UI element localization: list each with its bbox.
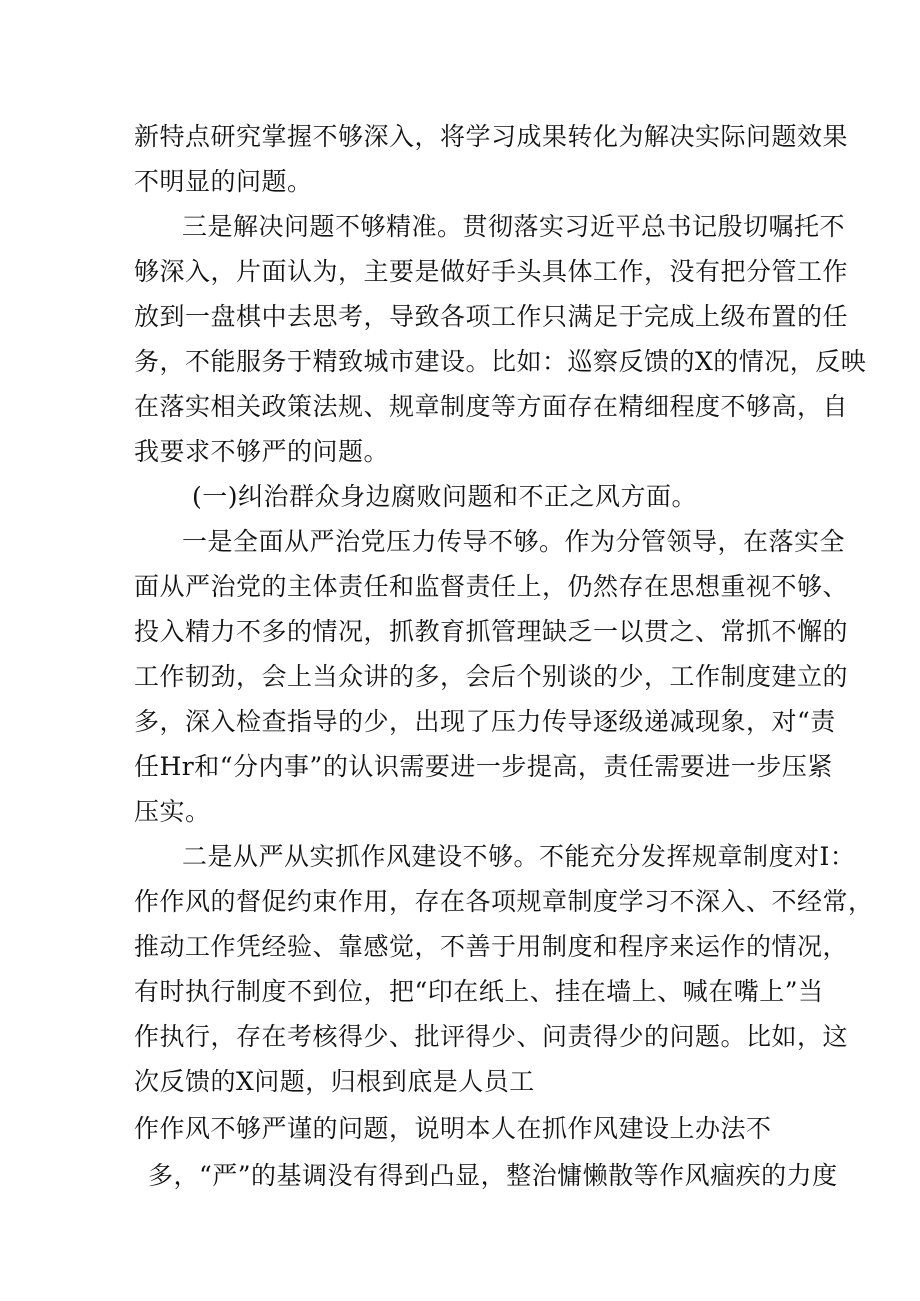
text-line: 我要求不够严的问题。 — [134, 437, 390, 466]
text-line: 工作韧劲，会上当众讲的多，会后个别谈的少，工作制度建立的 — [134, 662, 849, 691]
text-line: 作作风的督促约束作用，存在各项规章制度学习不深入、不经常， — [134, 887, 874, 916]
text-line: 一是全面从严治党压力传导不够。作为分管领导，在落实全 — [182, 527, 846, 556]
text-line: 务，不能服务于精致城市建设。比如：巡察反馈的X的情况，反映 — [134, 347, 867, 376]
text-line: 三是解决问题不够精准。贯彻落实习近平总书记殷切嘱托不 — [182, 212, 846, 241]
text-line: 不明显的问题。 — [134, 167, 313, 196]
text-line: 放到一盘棋中去思考，导致各项工作只满足于完成上级布置的任 — [134, 302, 849, 331]
text-line: 作执行，存在考核得少、批评得少、问责得少的问题。比如，这 — [134, 1022, 849, 1051]
text-line: 有时执行制度不到位，把“印在纸上、挂在墙上、喊在嘴上”当 — [134, 977, 824, 1006]
text-line: 任Hr和“分内事”的认识需要进一步提高，责任需要进一步压紧 — [134, 752, 833, 781]
text-line: 二是从严从实抓作风建设不够。不能充分发挥规章制度对I： — [182, 842, 856, 871]
text-line: 新特点研究掌握不够深入，将学习成果转化为解决实际问题效果 — [134, 122, 849, 151]
section-heading: (一)纠治群众身边腐败问题和不正之风方面。 — [192, 482, 698, 511]
text-line: 压实。 — [134, 797, 211, 826]
text-line: 多，深入检查指导的少，出现了压力传导逐级递减现象，对“责 — [134, 707, 836, 736]
text-line: 投入精力不多的情况，抓教育抓管理缺乏一以贯之、常抓不懈的 — [134, 617, 849, 646]
text-line: 够深入，片面认为，主要是做好手头具体工作，没有把分管工作 — [134, 257, 849, 286]
text-line: 次反馈的X问题，归根到底是人员工 — [134, 1067, 535, 1096]
text-line: 在落实相关政策法规、规章制度等方面存在精细程度不够高，自 — [134, 392, 849, 421]
text-line: 推动工作凭经验、靠感觉，不善于用制度和程序来运作的情况， — [134, 932, 849, 961]
text-line: 面从严治党的主体责任和监督责任上，仍然存在思想重视不够、 — [134, 572, 849, 601]
text-line: 多，“严”的基调没有得到凸显，整治慵懒散等作风痼疾的力度 — [148, 1161, 838, 1190]
text-line: 作作风不够严谨的问题，说明本人在抓作风建设上办法不 — [134, 1114, 772, 1143]
